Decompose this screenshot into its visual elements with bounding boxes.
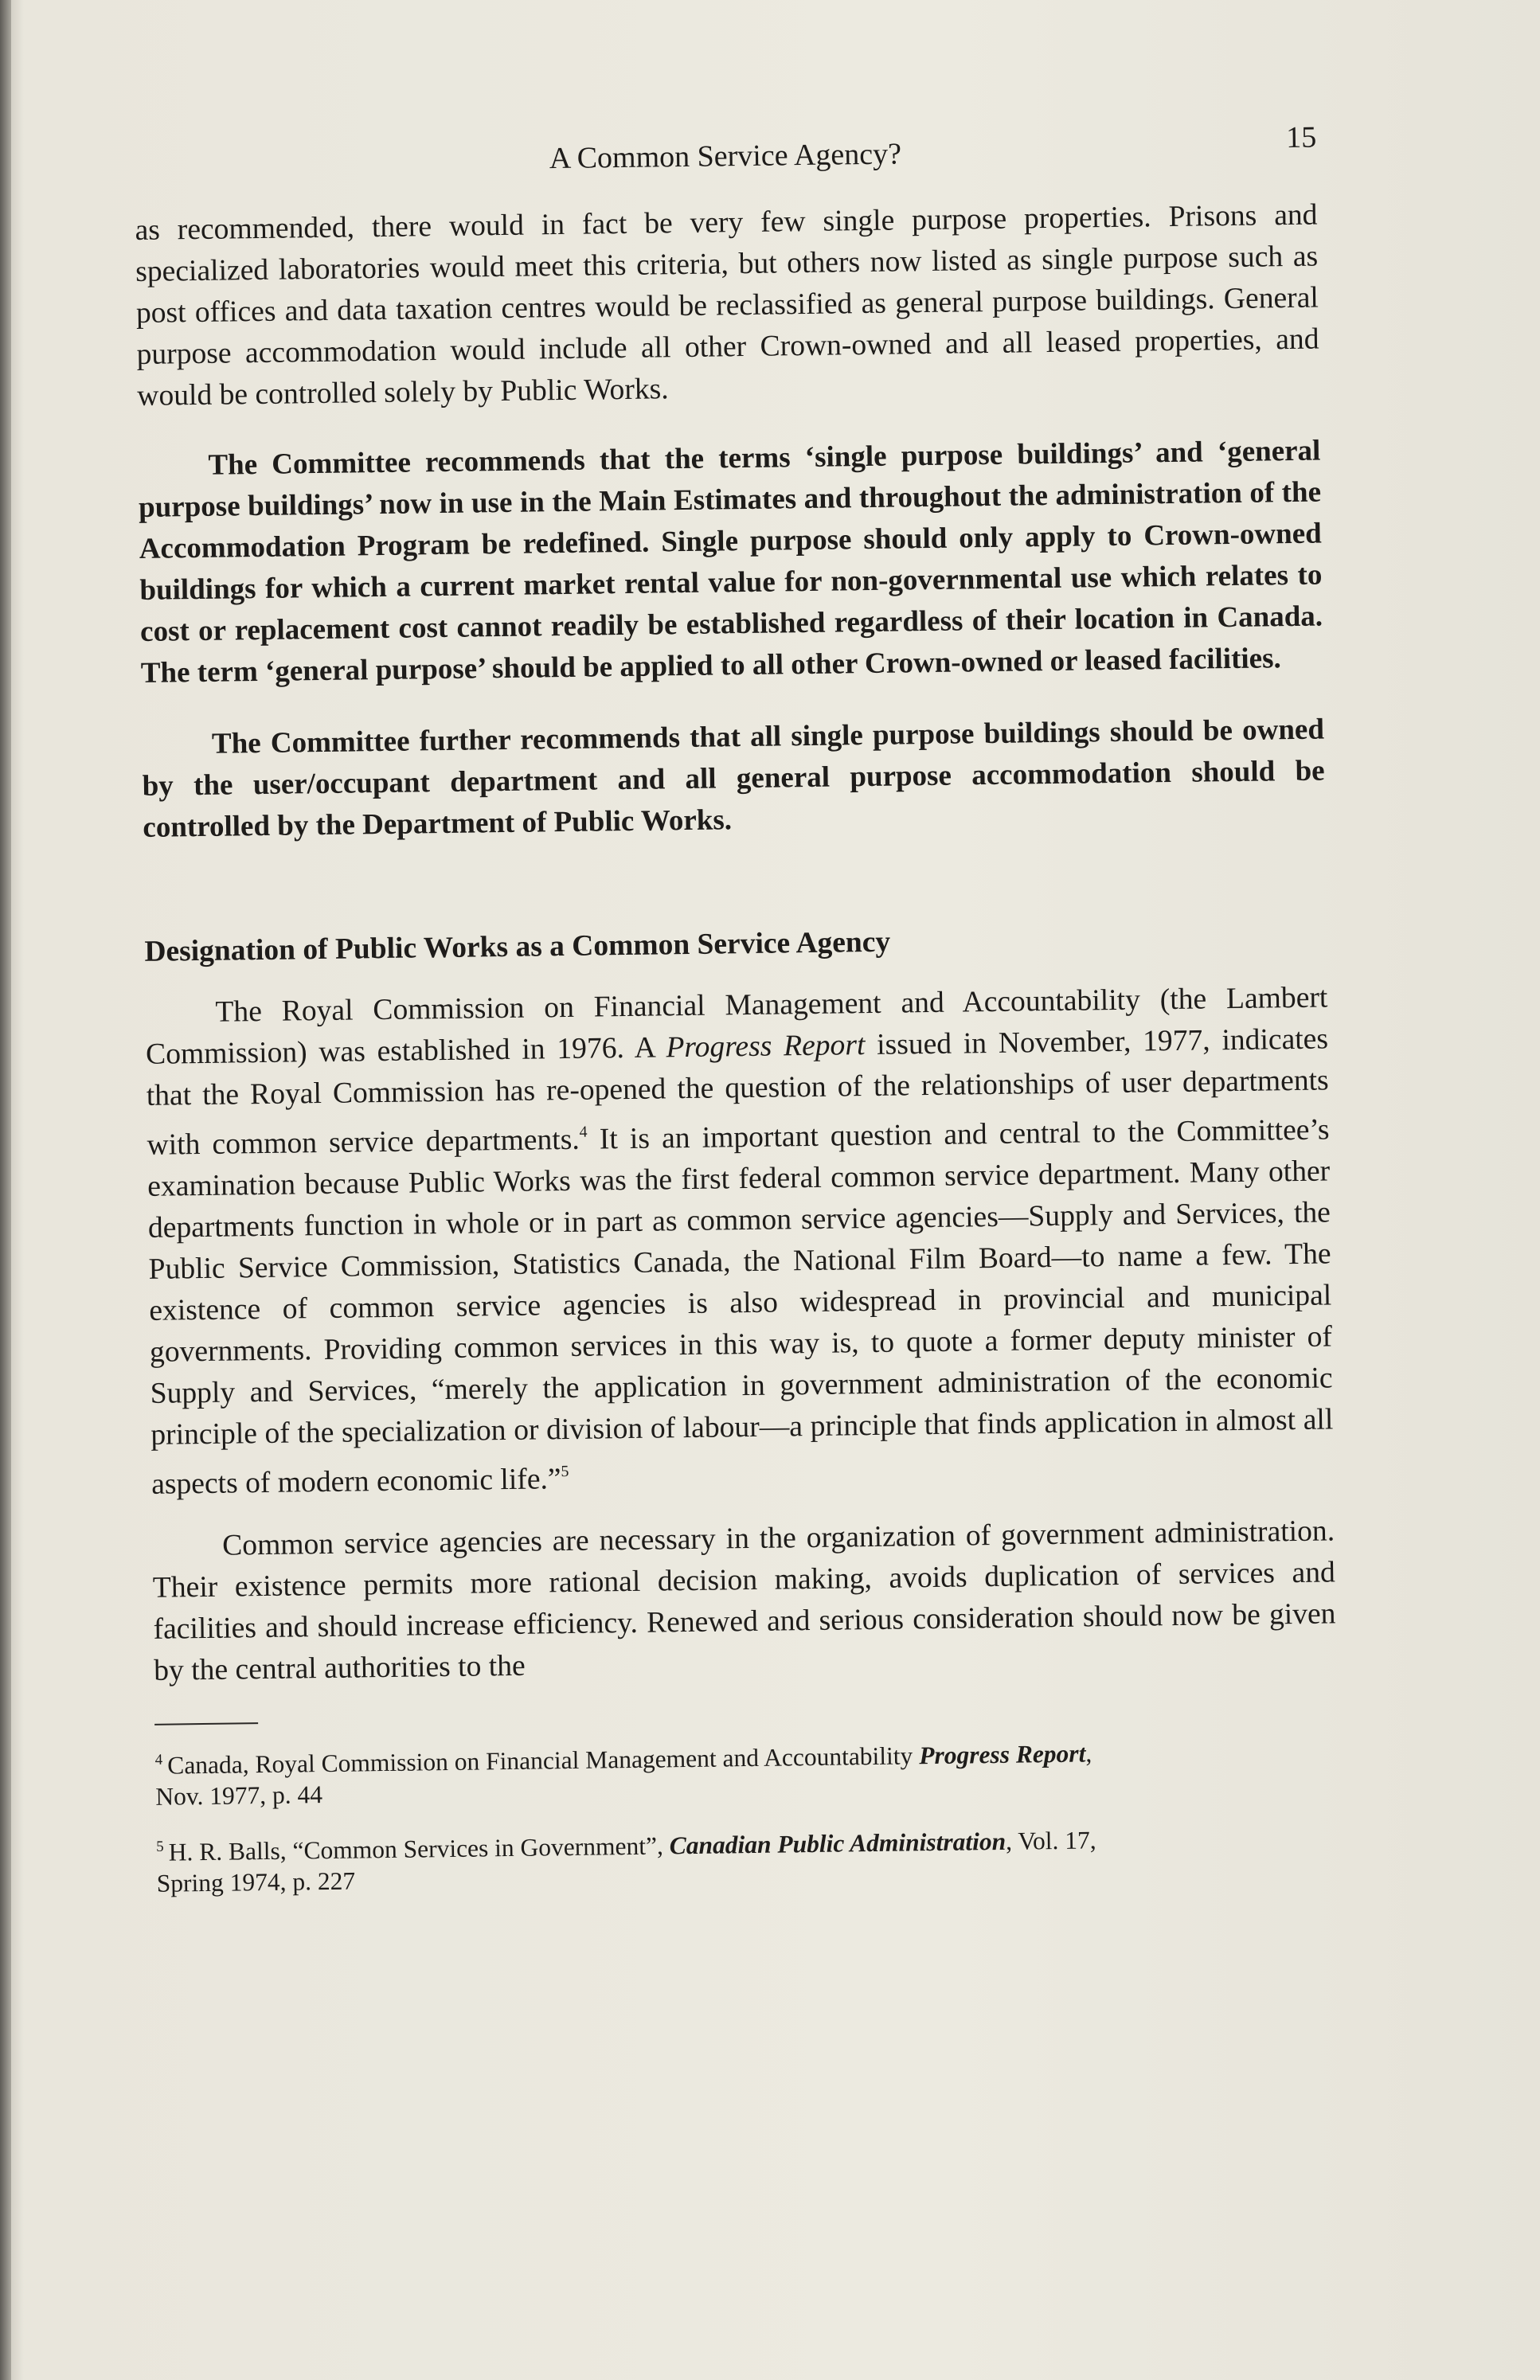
footnote-text: H. R. Balls, “Common Services in Government”,: [168, 1831, 670, 1866]
paragraph-text: issued in November, 1977, indicates that the Royal Commission has re-opened the question of the relationships of user departments with common service departments.: [146, 1022, 1329, 1162]
footnote-italic-title: Canadian Public Administration: [669, 1827, 1006, 1860]
footnote-text: ,: [1085, 1739, 1092, 1768]
paragraph-royal-commission: [145, 977, 1334, 1505]
footnote-mark: 5: [155, 1838, 164, 1855]
page-binding-edge: [0, 0, 11, 2380]
footnote-italic-title: Progress Report: [918, 1739, 1086, 1770]
section-heading: Designation of Public Works as a Common Service Agency: [144, 925, 891, 968]
footnote-text: , Vol. 17,: [1005, 1826, 1096, 1855]
footnote-5: [156, 1815, 1339, 1898]
paragraph-common-service-agencies: Common service agencies are necessary in the organization of government administration. Their existence permits more rational decision making, avoids duplication of services and facilities and should increase efficiency. Renewed and serious consideration should now be given by the central authorities to the: [152, 1514, 1336, 1687]
footnote-separator: [154, 1722, 258, 1725]
paragraph-text: The Royal Commission on Financial Management and Accountability (the Lambert Commission) was established in 1976. A: [145, 981, 1328, 1071]
page-content: [134, 120, 1339, 1899]
footnote-reference-5: 5: [561, 1462, 569, 1481]
page-number: 15: [1285, 120, 1317, 155]
footnote-citation-detail: Nov. 1977, p. 44: [155, 1780, 323, 1811]
running-head: [134, 120, 1317, 199]
progress-report-title: Progress Report: [666, 1029, 866, 1065]
footnote-citation-detail: Spring 1974, p. 227: [156, 1866, 356, 1897]
footnote-4: [154, 1729, 1338, 1811]
recommendation-single-purpose-definition: The Committee recommends that the terms ‘single purpose buildings’ and ‘general purpose buildings’ now in use in the Main Estimates and throughout the administration of the Accommodation Program be redefined. Single purpose should only apply to Crown-owned buildings for which a current market rental value for non-governmental use which relates to cost or replacement cost cannot readily be established regardless of their location in Canada. The term ‘general purpose’ should be applied to all other Crown-owned or leased facilities.: [138, 434, 1323, 690]
recommendation-ownership-control: The Committee further recommends that all single purpose buildings should be owned by the user/occupant department and all general purpose accommodation should be controlled by the Department of Public Works.: [142, 713, 1325, 844]
paragraph-text: It is an important question and central to the Committee’s examination because Public Works was the first federal common service department. Many other departments function in whole or in part as common service agencies—Supply and Services, the Public Service Commission, Statistics Canada, the National Film Board—to name a few. The existence of common service agencies is also widespread in provincial and municipal governments. Providing common services in this way is, to quote a former deputy minister of Supply and Services, “merely the application in government administration of the economic principle of the specialization or division of labour—a principle that finds application in almost all aspects of modern economic life.”: [147, 1113, 1334, 1501]
footnote-mark: 4: [154, 1751, 163, 1768]
paragraph-continuation: as recommended, there would in fact be very few single purpose properties. Prisons and specialized laboratories would meet this criteria, but others now listed as single purpose such as post offices and data taxation centres would be reclassified as general purpose buildings. General purpose accommodation would include all other Crown-owned and all leased properties, and would be controlled solely by Public Works.: [135, 198, 1319, 412]
running-head-title: A Common Service Agency?: [549, 137, 902, 176]
footnote-reference-4: 4: [579, 1123, 588, 1141]
footnote-text: Canada, Royal Commission on Financial Management and Accountability: [167, 1741, 920, 1780]
